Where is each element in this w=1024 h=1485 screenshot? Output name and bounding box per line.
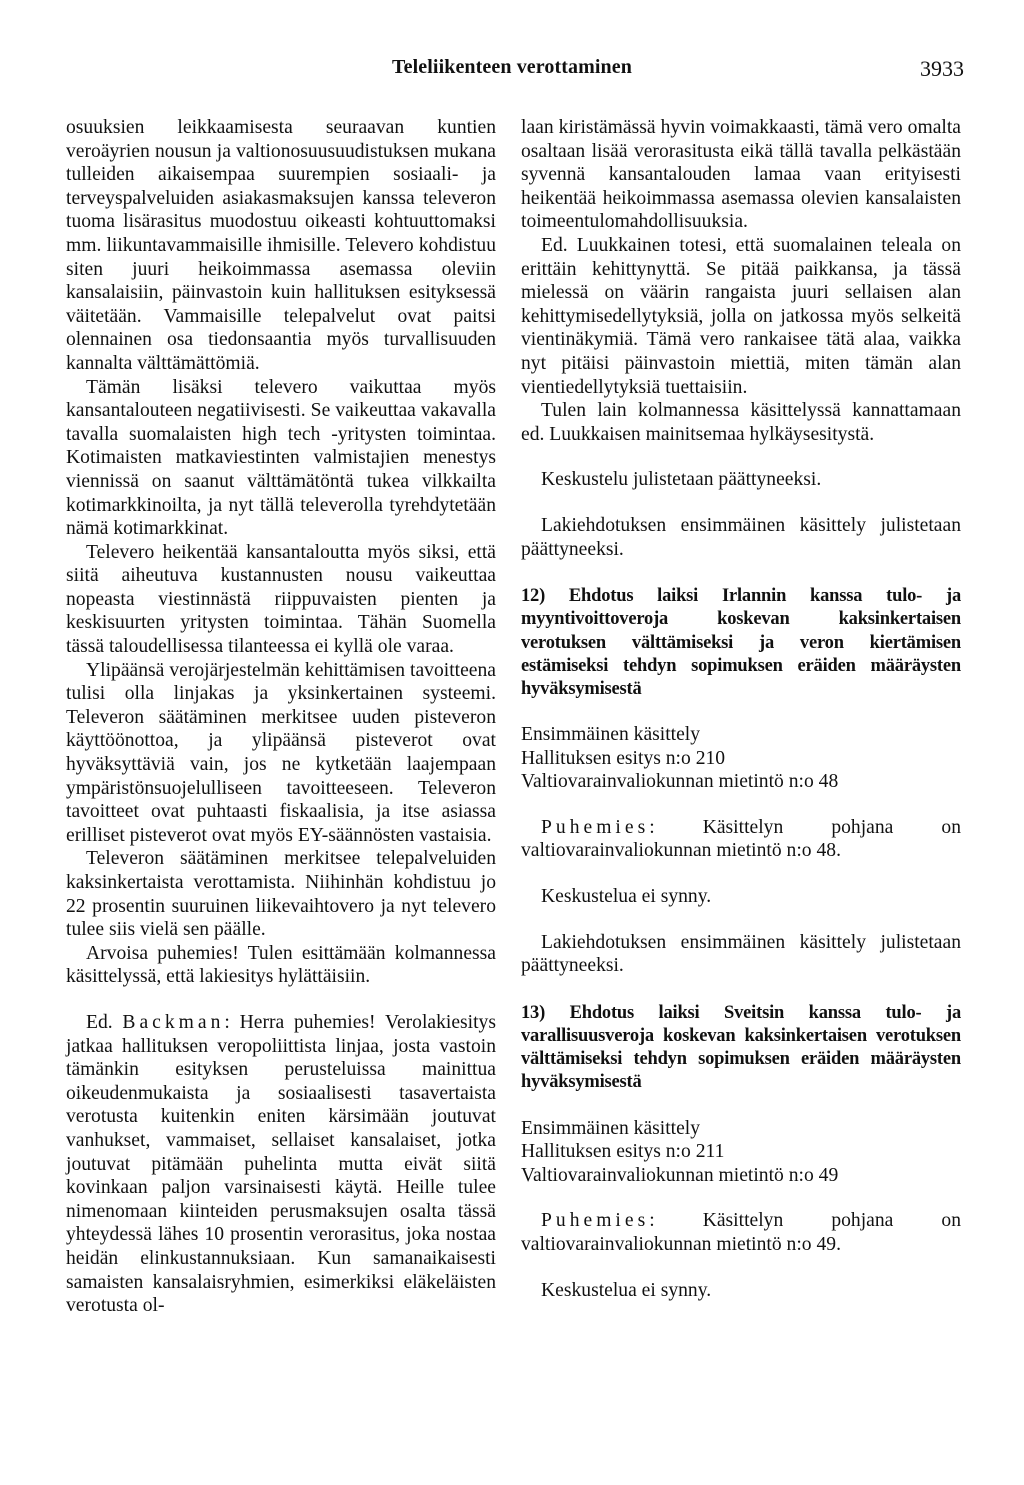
- item-13-details: [521, 1117, 961, 1188]
- committee-report: Valtiovarainvaliokunnan mietintö n:o 49: [521, 1164, 839, 1186]
- speech-text: : Käsittelyn pohjana on valtiovarainvaliokunnan mietintö n:o 49.: [521, 1210, 961, 1256]
- paragraph: Keskustelua ei synny.: [541, 1279, 712, 1301]
- page-number: 3933: [920, 56, 964, 81]
- item-12-heading: [521, 585, 961, 701]
- committee-report: Valtiovarainvaliokunnan mietintö n:o 48: [521, 771, 839, 793]
- paragraph: Ed. Luukkainen totesi, että suomalainen teleala on erittäin kehittynyttä. Se pitää paikkansa, ja tässä mielessä on väärin rangaista juuri sellaisen alan kehittymisedellytyksiä, jolla on jatkossa myös selkeitä vientinäkymiä. Tämä vero rankaisee tätä alaa, vaikka nyt pitäisi päinvastoin miettiä, miten tämän alan vientiedellytyksiä tuettaisiin.: [521, 234, 961, 398]
- item-13-heading: [521, 1002, 961, 1095]
- item-12-details: [521, 723, 961, 794]
- paragraph: Televero heikentää kansantaloutta myös siksi, että siitä aiheutuva kustannusten nousu vaikeuttaa nopeasta viestinnästä riippuvaisten pienten ja keskisuurten yritysten toimintaa. Tähän Suomella tässä taloudellisessa tilanteessa ei kyllä ole varaa.: [66, 541, 496, 658]
- speaker-name: Puhemies: [541, 816, 650, 838]
- government-proposal: Hallituksen esitys n:o 210: [521, 747, 726, 769]
- paragraph: laan kiristämässä hyvin voimakkaasti, tämä vero omalta osaltaan lisää verorasitusta eikä tällä tavalla pelkästään syvennä kansantalouden lamaa vaan erityisesti heikentää heikoimmassa asemassa olevien kansalaisten toimeentulomahdollisuuksia.: [521, 117, 961, 233]
- government-proposal: Hallituksen esitys n:o 211: [521, 1141, 725, 1163]
- reading-label: Ensimmäinen käsittely: [521, 1117, 701, 1139]
- paragraph: Ylipäänsä verojärjestelmän kehittämisen tavoitteena tulisi olla linjakas ja yksinkertainen systeemi. Televeron säätäminen merkitsee uuden pisteveron käyttöönottoa, ja ylipäänsä pisteverot ovat hyväksyttäviä vain, jos ne kytketään laajempaan ympäristönsuojelulliseen tavoitteeseen. Televeron tavoitteet ovat puhtaasti fiskaalisia, ja itse asiassa erilliset pisteverot ovat myös EY-säännösten vastaisia.: [66, 659, 496, 846]
- paragraph: Arvoisa puhemies! Tulen esittämään kolmannessa käsittelyssä, että lakiesitys hylättäisiin.: [66, 942, 496, 988]
- reading-label: Ensimmäinen käsittely: [521, 724, 701, 746]
- running-header: Teleliikenteen verottaminen: [392, 56, 632, 78]
- speaker-name: Backman: [122, 1011, 225, 1033]
- left-column: [66, 116, 496, 1318]
- item-heading-text: 13) Ehdotus laiksi Sveitsin kanssa tulo- ja varallisuusveroja koskevan kaksinkertaisen verotuksen välttämiseksi tehdyn sopimuksen eräiden määräysten hyväksymisestä: [521, 1002, 961, 1093]
- right-column: [521, 116, 961, 1302]
- speech-text: : Herra puhemies! Verolakiesitys jatkaa hallituksen veropoliittista linjaa, josta vastoin tämänkin esityksen perusteluissa mainittua oikeudenmukaista ja sosiaalisesti tasavertaista verotusta kuitenkin eniten kärsimään joutuvat vanhukset, vammaiset, sellaiset kansalaiset, jotka joutuvat pitämään puhelinta mutta eivät siitä kovinkaan paljon varsinaisesti käytä. Heille tulee nimenomaan kiinteiden perusmaksujen osalta tässä yhteydessä lähes 10 prosentin verorasitus, joka nostaa heidän elinkustannuksiaan. Kun samanaikaisesti samaisten kansalaisryhmien, esimerkiksi eläkeläisten verotusta ol-: [66, 1011, 496, 1317]
- speaker-name: Puhemies: [541, 1210, 650, 1232]
- item-heading-text: 12) Ehdotus laiksi Irlannin kanssa tulo- ja myyntivoittoveroja koskevan kaksinkertaisen verotuksen välttämiseksi ja veron kiertämisen estämiseksi tehdyn sopimuksen eräiden määräysten hyväksymisestä: [521, 586, 961, 699]
- speech-text: : Käsittelyn pohjana on valtiovarainvaliokunnan mietintö n:o 48.: [521, 816, 961, 862]
- speech-backman: [66, 1011, 496, 1318]
- paragraph: Keskustelua ei synny.: [541, 886, 712, 908]
- paragraph: Keskustelu julistetaan päättyneeksi.: [541, 469, 822, 491]
- paragraph: Televeron säätäminen merkitsee telepalveluiden kaksinkertaista verottamista. Niihinhän kohdistuu jo 22 prosentin suuruinen liikevaihtovero ja nyt televero tulee siis vielä sen päälle.: [66, 848, 496, 941]
- paragraph: Lakiehdotuksen ensimmäinen käsittely julistetaan päättyneeksi.: [521, 931, 961, 977]
- paragraph: Tämän lisäksi televero vaikuttaa myös kansantalouteen negatiivisesti. Se vaikeuttaa vakavalla tavalla suomalaisten high tech -yritysten toimintaa. Kotimaisten matkaviestinten valmistajien menestys viennissä on saanut välttämätöntä tukea vilkkailta kotimarkkinoilta, ja nyt tällä televerolla tyrehdytetään nämä kotimarkkinat.: [66, 376, 496, 540]
- speaker-statement: [521, 1209, 961, 1256]
- paragraph: Tulen lain kolmannessa käsittelyssä kannattamaan ed. Luukkaisen mainitsemaa hylkäysesitystä.: [521, 400, 961, 445]
- paragraph: osuuksien leikkaamisesta seuraavan kuntien veroäyrien nousun ja valtionosuusuudistuksen mukana tulleiden aikaisempaa suurempien sosiaali- ja terveyspalveluiden asiakasmaksujen kanssa televeron tuoma lisärasitus muodostuu oikeasti kohtuuttomaksi mm. liikuntavammaisille ihmisille. Televero kohdistuu siten juuri heikoimmassa asemassa oleviin kansalaisiin, päinvastoin kuin hallituksen esityksessä väitetään. Vammaisille telepalvelut ovat paitsi olennainen osa tiedonsaantia myös turvallisuuden kannalta välttämättömiä.: [66, 117, 496, 374]
- paragraph: Lakiehdotuksen ensimmäinen käsittely julistetaan päättyneeksi.: [521, 514, 961, 560]
- speaker-prefix: Ed.: [86, 1011, 113, 1033]
- speaker-statement: [521, 816, 961, 863]
